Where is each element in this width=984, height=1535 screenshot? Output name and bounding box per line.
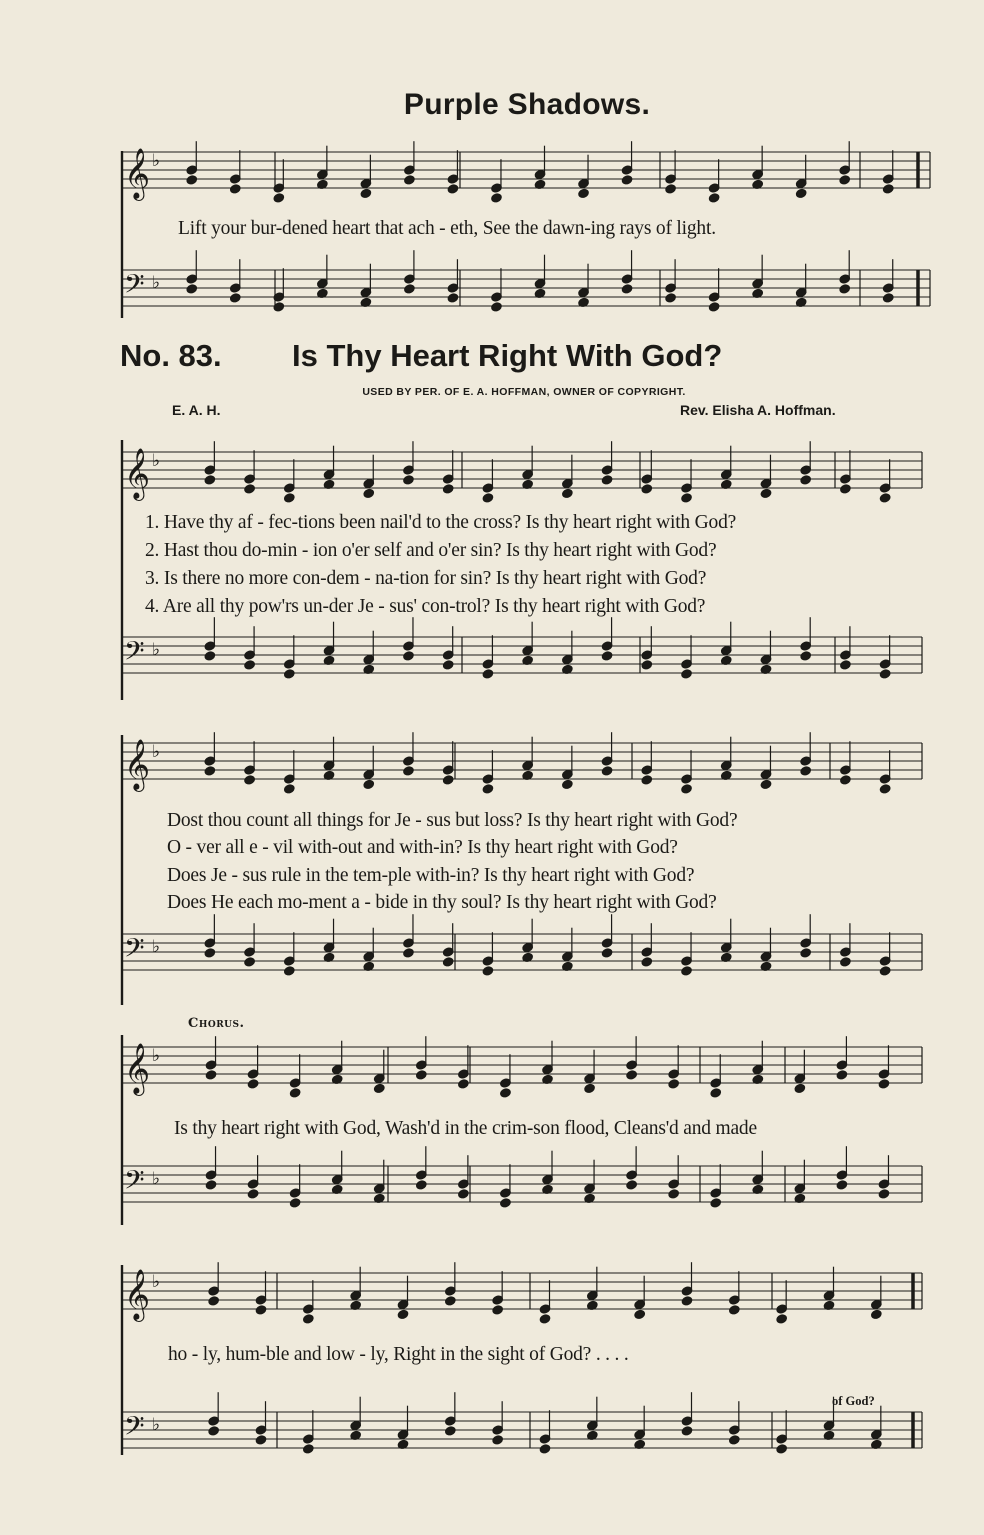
- chorus-echo: of God?: [832, 1394, 875, 1408]
- svg-text:𝄞: 𝄞: [124, 1269, 151, 1320]
- verse-1-part2: Dost thou count all things for Je - sus but loss? Is thy heart right with God?: [167, 810, 738, 831]
- chorus-label: Chorus.: [188, 1016, 245, 1031]
- chorus-line-1: Is thy heart right with God, Wash'd in the crim-son flood, Cleans'd and made: [174, 1118, 757, 1139]
- verse-4-part1: 4. Are all thy pow'rs un-der Je - sus' con-trol? Is thy heart right with God?: [145, 596, 706, 617]
- svg-text:♭: ♭: [152, 937, 161, 957]
- chorus-line-2: ho - ly, hum-ble and low - ly, Right in the sight of God? . . . .: [168, 1344, 629, 1365]
- verse-3-part1: 3. Is there no more con-dem - na-tion for sin? Is thy heart right with God?: [145, 568, 707, 589]
- verse-3-part2: Does Je - sus rule in the tem-ple with-in? Is thy heart right with God?: [167, 865, 695, 886]
- svg-text:♭: ♭: [152, 273, 161, 293]
- svg-text:𝄢: 𝄢: [124, 268, 145, 306]
- svg-text:♭: ♭: [152, 1169, 161, 1189]
- hymn-number: No. 83.: [120, 338, 222, 373]
- verse-1-part1: 1. Have thy af - fec-tions been nail'd to the cross? Is thy heart right with God?: [145, 512, 737, 533]
- svg-text:𝄞: 𝄞: [124, 739, 151, 790]
- svg-text:♭: ♭: [152, 1415, 161, 1435]
- svg-text:𝄢: 𝄢: [124, 635, 145, 673]
- svg-text:♭: ♭: [152, 451, 161, 471]
- previous-hymn-lyric: Lift your bur-dened heart that ach - eth, See the dawn-ing rays of light.: [178, 218, 716, 239]
- svg-text:♭: ♭: [152, 1046, 161, 1066]
- copyright-notice: USED BY PER. OF E. A. HOFFMAN, OWNER OF COPYRIGHT.: [362, 386, 686, 398]
- music-composer: Rev. Elisha A. Hoffman.: [680, 402, 836, 418]
- svg-text:𝄢: 𝄢: [124, 932, 145, 970]
- svg-text:♭: ♭: [152, 1272, 161, 1292]
- svg-text:♭: ♭: [152, 742, 161, 762]
- svg-text:𝄢: 𝄢: [124, 1410, 145, 1448]
- words-author: E. A. H.: [172, 402, 221, 418]
- verse-2-part1: 2. Hast thou do-min - ion o'er self and o'er sin? Is thy heart right with God?: [145, 540, 717, 561]
- svg-text:♭: ♭: [152, 151, 161, 171]
- svg-text:♭: ♭: [152, 640, 161, 660]
- svg-text:𝄞: 𝄞: [124, 448, 151, 499]
- svg-text:𝄞: 𝄞: [124, 1043, 151, 1094]
- verse-4-part2: Does He each mo-ment a - bide in thy soul? Is thy heart right with God?: [167, 892, 717, 913]
- svg-text:𝄢: 𝄢: [124, 1164, 145, 1202]
- verse-2-part2: O - ver all e - vil with-out and with-in? Is thy heart right with God?: [167, 837, 678, 858]
- hymn-title: Is Thy Heart Right With God?: [292, 338, 723, 373]
- svg-text:𝄞: 𝄞: [124, 148, 151, 199]
- previous-hymn-title: Purple Shadows.: [403, 88, 651, 121]
